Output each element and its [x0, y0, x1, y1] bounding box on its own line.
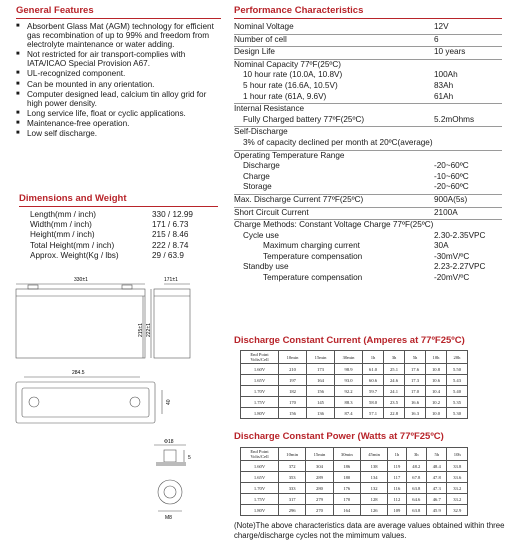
performance-row [234, 60, 502, 71]
dimension-row [30, 230, 193, 240]
table-header-cell: 15min [306, 448, 333, 461]
performance-row [234, 70, 502, 81]
performance-key: Storage [243, 182, 272, 192]
dim-total-height: 222±1 [146, 323, 152, 337]
table-header-cell: 45min [360, 448, 387, 461]
dimension-key: Length(mm / inch) [30, 210, 96, 219]
table-cell: 117 [388, 472, 406, 483]
table-cell: 16.3 [405, 408, 426, 419]
feature-item: ■ Not restricted for air transport-complies with IATA/ICAO Special Provision A67. [16, 50, 221, 68]
table-row [241, 397, 468, 408]
table-cell: 333 [279, 483, 306, 494]
table-row [241, 408, 468, 419]
table-cell: 64.6 [406, 494, 426, 505]
performance-value: -30mV/ºC [434, 251, 470, 261]
table-cell: 88.3 [335, 397, 363, 408]
performance-key: Short Circuit Current [234, 207, 309, 217]
table-header-cell: 10min [279, 448, 306, 461]
table-cell: 138 [360, 461, 387, 472]
dim-terminal-spacing: 284.5 [72, 370, 85, 376]
dim-length: 330±1 [74, 277, 88, 283]
performance-key: 1 hour rate (61A, 9.6V) [243, 91, 327, 101]
dimension-value: 171 / 6.73 [152, 220, 189, 230]
table-cell: 24.6 [384, 375, 405, 386]
performance-row [234, 220, 502, 231]
performance-table [234, 22, 502, 284]
dim-height: 215±1 [138, 323, 144, 337]
table-header-cell: 5h [405, 351, 426, 364]
table-cell: 92.2 [335, 386, 363, 397]
performance-row [234, 172, 502, 183]
performance-row [234, 208, 502, 219]
table-row [241, 364, 468, 375]
performance-key: Fully Charged battery 77ºF(25ºC) [243, 114, 365, 124]
table-cell: 17.0 [405, 386, 426, 397]
table-cell: 5.40 [446, 386, 467, 397]
table-cell: 134 [360, 472, 387, 483]
performance-key: Charge Methods: Constant Voltage Charge 77ºF(25ºC) [234, 220, 434, 230]
table-cell: 10.2 [426, 397, 447, 408]
table-cell: 17.6 [405, 364, 426, 375]
table-header-cell: 10min [279, 351, 307, 364]
performance-key: Cycle use [243, 230, 279, 240]
table-cell: 24.1 [384, 386, 405, 397]
table-cell: 93.0 [335, 375, 363, 386]
performance-row [234, 47, 502, 58]
table-cell: 25.1 [384, 364, 405, 375]
table-header-row [241, 351, 468, 364]
table-cell: 145 [307, 397, 335, 408]
feature-item: ■ Low self discharge. [16, 129, 221, 138]
table-cell: 289 [306, 472, 333, 483]
performance-row [234, 195, 502, 206]
performance-key: Charge [243, 171, 270, 181]
performance-value: 5.2mOhms [434, 114, 475, 124]
table-cell: 1.75V [241, 494, 279, 505]
table-cell: 1.65V [241, 472, 279, 483]
table-cell: 47.3 [427, 483, 447, 494]
table-cell: 22.8 [384, 408, 405, 419]
terminal-shape [130, 397, 140, 407]
performance-key: Temperature compensation [263, 273, 363, 283]
thread-detail [164, 486, 176, 498]
performance-value: 6 [434, 34, 439, 44]
power-table [240, 447, 468, 516]
table-cell: 33.2 [447, 483, 468, 494]
dimension-row [30, 241, 193, 251]
table-cell: 109 [388, 505, 406, 516]
table-cell: 98.9 [335, 364, 363, 375]
table-header-cell: 5h [427, 448, 447, 461]
table-cell: 10.6 [426, 375, 447, 386]
performance-row [234, 104, 502, 115]
table-cell: 136 [307, 408, 335, 419]
footnote: (Note)The above characteristics data are average values obtained within three charge/discharge cycles not the mimimum values. [234, 521, 505, 540]
table-cell: 1.80V [241, 505, 279, 516]
performance-key: 3% of capacity declined per month at 20ºC(average) [243, 137, 433, 147]
performance-value: 12V [434, 22, 449, 31]
performance-key: Number of cell [234, 34, 287, 44]
bolt-detail [164, 450, 176, 462]
table-cell: 1.75V [241, 397, 279, 408]
performance-key: Design Life [234, 47, 275, 57]
table-cell: 156 [279, 408, 307, 419]
table-cell: 1.60V [241, 461, 279, 472]
performance-row [234, 92, 502, 103]
performance-value: -20mV/ºC [434, 273, 470, 283]
table-cell: 186 [333, 461, 360, 472]
battery-drawing [14, 267, 214, 547]
features-title: General Features [16, 5, 94, 16]
dim-width: 171±1 [164, 277, 178, 283]
table-cell: 112 [388, 494, 406, 505]
performance-row [234, 241, 502, 252]
table-cell: 170 [279, 397, 307, 408]
performance-row [234, 115, 502, 126]
table-cell: 46.7 [427, 494, 447, 505]
performance-value: 2.30-2.35VPC [434, 230, 486, 240]
feature-item: ■ Maintenance-free operation. [16, 119, 221, 128]
performance-key: Operating Temperature Range [234, 150, 345, 160]
performance-title: Performance Characteristics [234, 5, 364, 16]
table-row [241, 483, 468, 494]
table-cell: 63.8 [406, 505, 426, 516]
dimension-key: Height(mm / inch) [30, 230, 95, 240]
table-cell: 164 [333, 505, 360, 516]
dimension-key: Width(mm / inch) [30, 220, 92, 230]
performance-key: Nominal Capacity 77ºF(25ºC) [234, 59, 341, 69]
table-cell: 128 [360, 494, 387, 505]
table-row [241, 472, 468, 483]
table-cell: 10.4 [426, 386, 447, 397]
performance-row [234, 252, 502, 263]
dimension-value: 215 / 8.46 [152, 230, 189, 240]
performance-row [234, 35, 502, 46]
table-cell: 10.8 [426, 364, 447, 375]
dimensions-table [30, 210, 193, 261]
performance-key: Max. Discharge Current 77ºF(25ºC) [234, 194, 364, 204]
table-cell: 45.9 [427, 505, 447, 516]
dim-bolt-height: 5 [188, 455, 191, 461]
table-cell: 116 [388, 483, 406, 494]
table-cell: 119 [388, 461, 406, 472]
performance-value: -10~60ºC [434, 171, 469, 181]
table-cell: 23.5 [384, 397, 405, 408]
table-header-cell: End Point Volts/Cell [241, 448, 279, 461]
performance-value: 10 years [434, 47, 466, 57]
current-table [240, 350, 468, 419]
table-header-cell: 30min [333, 448, 360, 461]
table-cell: 32.9 [447, 505, 468, 516]
dimension-value: 330 / 12.99 [152, 210, 193, 219]
dimension-value: 222 / 8.74 [152, 240, 189, 250]
table-header-cell: 15min [307, 351, 335, 364]
table-header-cell: End Point Volts/Cell [241, 351, 279, 364]
table-header-row [241, 448, 468, 461]
table-cell: 1.70V [241, 386, 279, 397]
dim-bolt-dia: Φ18 [164, 439, 174, 445]
table-cell: 170 [333, 494, 360, 505]
table-cell: 197 [279, 375, 307, 386]
table-header-cell: 10h [447, 448, 468, 461]
terminal-shape [122, 285, 132, 289]
table-cell: 59.7 [363, 386, 384, 397]
performance-value: 900A(5s) [434, 194, 468, 204]
table-header-cell: 3h [406, 448, 426, 461]
table-header-cell: 1h [388, 448, 406, 461]
features-list [16, 22, 221, 139]
table-header-cell: 1h [363, 351, 384, 364]
table-cell: 47.8 [427, 472, 447, 483]
table-cell: 5.43 [446, 375, 467, 386]
table-cell: 180 [333, 472, 360, 483]
dimensions-title: Dimensions and Weight [19, 193, 127, 204]
dimension-key: Approx. Weight(Kg / lbs) [30, 250, 119, 260]
table-cell: 33.2 [447, 494, 468, 505]
dimension-key: Total Height(mm / inch) [30, 240, 115, 250]
features-rule [16, 18, 221, 19]
performance-key: Discharge [243, 161, 280, 171]
performance-row [234, 231, 502, 242]
table-cell: 164 [307, 375, 335, 386]
performance-key: Temperature compensation [263, 251, 363, 261]
table-cell: 1.60V [241, 364, 279, 375]
table-cell: 317 [279, 494, 306, 505]
table-row [241, 461, 468, 472]
table-cell: 156 [307, 386, 335, 397]
terminal-shape [28, 285, 38, 289]
table-header-cell: 20h [446, 351, 467, 364]
performance-row [234, 182, 502, 193]
feature-item: ■ Long service life, float or cyclic applications. [16, 109, 221, 118]
dimension-row [30, 251, 193, 261]
table-cell: 33.6 [447, 472, 468, 483]
front-view [16, 289, 145, 358]
table-cell: 5.50 [446, 364, 467, 375]
side-view [154, 289, 190, 358]
table-header-cell: 30min [335, 351, 363, 364]
dim-thread: M8 [165, 515, 172, 521]
table-cell: 63.8 [406, 483, 426, 494]
performance-key: Standby use [243, 262, 289, 272]
table-cell: 60.6 [363, 375, 384, 386]
dimension-row [30, 210, 193, 220]
table-cell: 182 [279, 386, 307, 397]
performance-row [234, 151, 502, 162]
table-cell: 16.6 [405, 397, 426, 408]
table-cell: 176 [333, 483, 360, 494]
table-cell: 1.80V [241, 408, 279, 419]
table-cell: 132 [360, 483, 387, 494]
dim-side: 40 [166, 399, 172, 405]
table-cell: 17.3 [405, 375, 426, 386]
table-cell: 48.2 [406, 461, 426, 472]
table-cell: 304 [306, 461, 333, 472]
dimension-row [30, 220, 193, 230]
performance-row [234, 138, 502, 149]
table-header-cell: 3h [384, 351, 405, 364]
performance-value: 2100A [434, 207, 458, 217]
feature-item: ■ Absorbent Glass Mat (AGM) technology for efficient gas recombination of up to 99% and freedom from electrolyte maintenance or water adding. [16, 22, 221, 49]
performance-value: -20~60ºC [434, 161, 469, 171]
table-cell: 173 [307, 364, 335, 375]
table-cell: 280 [306, 483, 333, 494]
table-cell: 296 [279, 505, 306, 516]
table-row [241, 375, 468, 386]
table-row [241, 494, 468, 505]
performance-value: 2.23-2.27VPC [434, 262, 486, 272]
table-cell: 61.0 [363, 364, 384, 375]
performance-key: Internal Resistance [234, 104, 305, 114]
table-cell: 372 [279, 461, 306, 472]
table-cell: 48.4 [427, 461, 447, 472]
dimension-value: 29 / 63.9 [152, 250, 184, 260]
performance-key: Maximum charging current [263, 241, 360, 251]
feature-item: ■ Computer designed lead, calcium tin alloy grid for high power density. [16, 90, 221, 108]
performance-key: 10 hour rate (10.0A, 10.8V) [243, 70, 343, 80]
performance-key: Self-Discharge [234, 127, 288, 137]
table-cell: 10.0 [426, 408, 447, 419]
table-cell: 279 [306, 494, 333, 505]
performance-value: 100Ah [434, 70, 458, 80]
thread-detail [158, 480, 182, 504]
performance-row [234, 22, 502, 33]
table-cell: 210 [279, 364, 307, 375]
table-cell: 126 [360, 505, 387, 516]
table-cell: 33.8 [447, 461, 468, 472]
table-row [241, 505, 468, 516]
performance-row [234, 127, 502, 138]
table-cell: 353 [279, 472, 306, 483]
table-header-cell: 10h [426, 351, 447, 364]
table-cell: 270 [306, 505, 333, 516]
terminal-shape [29, 397, 39, 407]
table-row [241, 386, 468, 397]
performance-key: 5 hour rate (16.6A, 10.5V) [243, 80, 338, 90]
performance-row [234, 161, 502, 172]
dimensions-rule [19, 206, 218, 207]
performance-key: Nominal Voltage [234, 22, 294, 31]
table-cell: 5.35 [446, 397, 467, 408]
table-cell: 5.30 [446, 408, 467, 419]
performance-row [234, 262, 502, 273]
table-cell: 58.0 [363, 397, 384, 408]
performance-row [234, 81, 502, 92]
performance-value: -20~60ºC [434, 182, 469, 192]
table-cell: 1.70V [241, 483, 279, 494]
performance-value: 30A [434, 241, 449, 251]
table-cell: 87.4 [335, 408, 363, 419]
power-table-title: Discharge Constant Power (Watts at 77ºF25ºC) [234, 431, 444, 442]
table-cell: 1.65V [241, 375, 279, 386]
performance-rule [234, 18, 502, 19]
bolt-detail-base [156, 462, 186, 466]
table-cell: 67.8 [406, 472, 426, 483]
performance-row [234, 273, 502, 284]
performance-value: 83Ah [434, 80, 454, 90]
performance-value: 61Ah [434, 91, 454, 101]
table-cell: 57.1 [363, 408, 384, 419]
feature-item: ■ UL-recognized component. [16, 69, 221, 78]
feature-item: ■ Can be mounted in any orientation. [16, 80, 221, 89]
current-table-title: Discharge Constant Current (Amperes at 77ºF25ºC) [234, 335, 465, 346]
